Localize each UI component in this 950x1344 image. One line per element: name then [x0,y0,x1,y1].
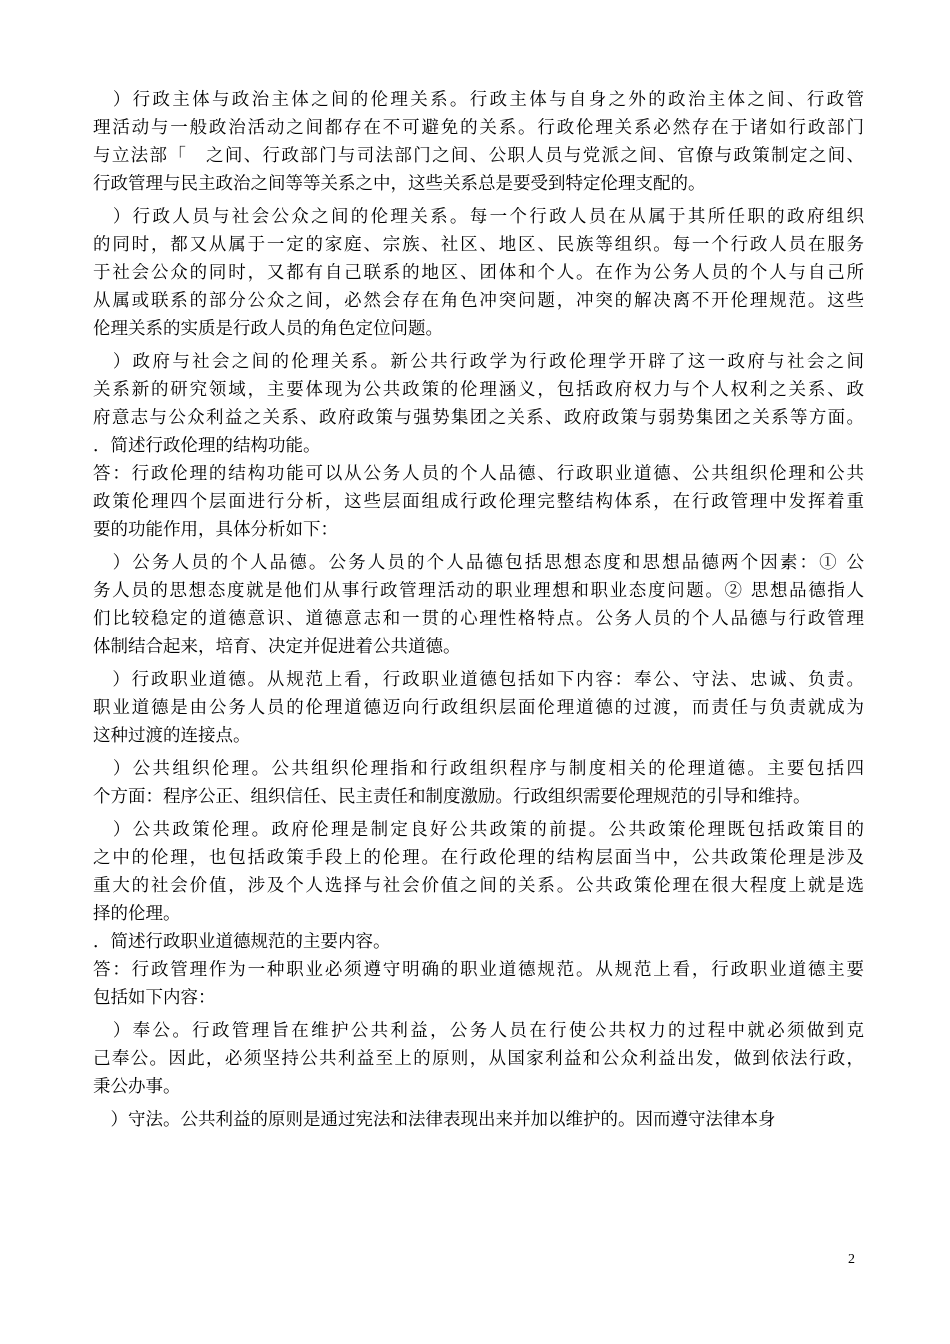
text-line: ）行政职业道德。从规范上看，行政职业道德包括如下内容：奉公、守法、忠诚、负责。 [93,670,864,690]
text-line: 个方面：程序公正、组织信任、民主责任和制度激励。行政组织需要伦理规范的引导和维持。 [93,787,811,807]
text-line: 重大的社会价值，涉及个人选择与社会价值之间的关系。公共政策伦理在很大程度上就是选 [93,876,864,896]
text-line: 伦理关系的实质是行政人员的角色定位问题。 [93,319,443,339]
answer-line: 包括如下内容： [93,988,216,1008]
answer-line: 政策伦理四个层面进行分析，这些层面组成行政伦理完整结构体系，在行政管理中发挥着重 [93,492,864,512]
text-line: 务人员的思想态度就是他们从事行政管理活动的职业理想和职业态度问题。② 思想品德指人 [93,581,864,601]
text-line: 关系新的研究领域，主要体现为公共政策的伦理涵义，包括政府权力与个人权利之关系、政 [93,380,864,400]
text-line: ）公共政策伦理。政府伦理是制定良好公共政策的前提。公共政策伦理既包括政策目的 [93,820,864,840]
text-line: ）公务人员的个人品德。公务人员的个人品德包括思想态度和思想品德两个因素：① 公 [93,553,864,573]
paragraph-ethics-political [93,86,864,198]
text-line: 与立法部「 之间、行政部门与司法部门之间、公职人员与党派之间、官僚与政策制定之间、 [93,146,864,166]
text-line: ）奉公。行政管理旨在维护公共利益，公务人员在行使公共权力的过程中就必须做到克 [93,1021,864,1041]
paragraph-ethics-public [93,203,864,343]
text-line: 府意志与公众利益之关系、政府政策与强势集团之关系、政府政策与弱势集团之关系等方面。 [93,408,864,428]
paragraph-organization-ethics [93,755,864,811]
text-line: ）行政主体与政治主体之间的伦理关系。行政主体与自身之外的政治主体之间、行政管 [93,90,864,110]
text-line: 之中的伦理，也包括政策手段上的伦理。在行政伦理的结构层面当中，公共政策伦理是涉及 [93,848,864,868]
paragraph-personal-morality [93,549,864,661]
text-line: 秉公办事。 [93,1077,181,1097]
text-line: 这种过渡的连接点。 [93,726,251,746]
paragraph-policy-ethics [93,816,864,1012]
question-heading: ．简述行政伦理的结构功能。 [93,436,321,456]
answer-line: 答：行政管理作为一种职业必须遵守明确的职业道德规范。从规范上看，行政职业道德主要 [93,960,864,980]
text-line: 体制结合起来，培育、决定并促进着公共道德。 [93,637,461,657]
text-line: ）行政人员与社会公众之间的伦理关系。每一个行政人员在从属于其所任职的政府组织 [93,207,864,227]
answer-line: 要的功能作用，具体分析如下： [93,520,338,540]
answer-line: 答：行政伦理的结构功能可以从公务人员的个人品德、行政职业道德、公共组织伦理和公共 [93,464,864,484]
paragraph-public-service [93,1017,864,1101]
paragraph-law-abiding [93,1106,864,1134]
text-line: 们比较稳定的道德意识、道德意志和一贯的心理性格特点。公务人员的个人品德与行政管理 [93,609,864,629]
question-heading: ．简述行政职业道德规范的主要内容。 [93,932,391,952]
text-line: 理活动与一般政治活动之间都存在不可避免的关系。行政伦理关系必然存在于诸如行政部门 [93,118,864,138]
text-line: 的同时，都又从属于一定的家庭、宗族、社区、地区、民族等组织。每一个行政人员在服务 [93,235,864,255]
text-line: 从属或联系的部分公众之间，必然会存在角色冲突问题，冲突的解决离不开伦理规范。这些 [93,291,864,311]
text-line: ）守法。公共利益的原则是通过宪法和法律表现出来并加以维护的。因而遵守法律本身 [93,1110,776,1130]
text-line: 择的伦理。 [93,904,181,924]
text-line: ）政府与社会之间的伦理关系。新公共行政学为行政伦理学开辟了这一政府与社会之间 [93,352,864,372]
paragraph-government-society [93,348,864,544]
document-page [93,86,864,1134]
text-line: 己奉公。因此，必须坚持公共利益至上的原则，从国家利益和公众利益出发，做到依法行政， [93,1049,864,1069]
text-line: 于社会公众的同时，又都有自己联系的地区、团体和个人。在作为公务人员的个人与自己所 [93,263,864,283]
paragraph-professional-ethics [93,666,864,750]
page-number: 2 [848,1252,855,1267]
text-line: 行政管理与民主政治之间等等关系之中，这些关系总是要受到特定伦理支配的。 [93,174,706,194]
text-line: ）公共组织伦理。公共组织伦理指和行政组织程序与制度相关的伦理道德。主要包括四 [93,759,864,779]
text-line: 职业道德是由公务人员的伦理道德迈向行政组织层面伦理道德的过渡，而责任与负责就成为 [93,698,864,718]
